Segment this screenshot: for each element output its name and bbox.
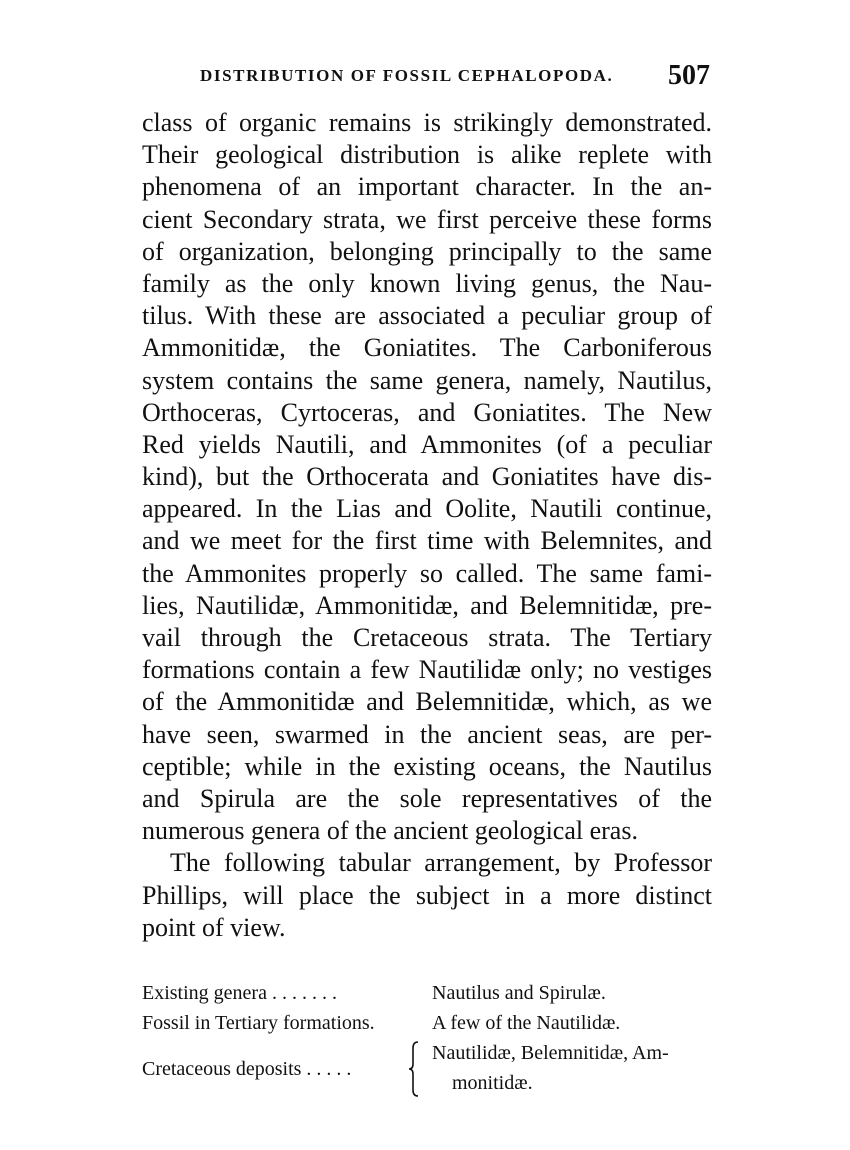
text-line: and Spirula are the sole representatives of the — [142, 783, 712, 813]
table-row — [142, 1038, 722, 1102]
running-header — [200, 60, 710, 94]
text-line: and we meet for the first time with Belemnites, and — [142, 526, 712, 556]
classification-table — [142, 978, 722, 1102]
page-number: 507 — [668, 60, 710, 91]
text-line: Orthoceras, Cyrtoceras, and Goniatites. The New — [142, 397, 712, 427]
text-line: phenomena of an important character. In the an- — [142, 172, 712, 202]
table-row-value: Nautilus and Spirulæ. — [432, 982, 606, 1004]
text-line: point of view. — [142, 912, 286, 942]
text-line: the Ammonites properly so called. The same fami- — [142, 558, 712, 588]
text-line: formations contain a few Nautilidæ only; no vestiges — [142, 655, 712, 685]
brace-icon — [408, 1040, 420, 1098]
text-line: Ammonitidæ, the Goniatites. The Carboniferous — [142, 333, 712, 363]
table-row-label: Existing genera . . . . . . . — [142, 982, 337, 1004]
table-row-value-continued: monitidæ. — [452, 1072, 533, 1094]
text-line: ceptible; while in the existing oceans, the Nautilus — [142, 751, 712, 781]
text-line: system contains the same genera, namely, Nautilus, — [142, 365, 712, 395]
text-line: have seen, swarmed in the ancient seas, are per- — [142, 719, 712, 749]
text-line: cient Secondary strata, we first perceive these forms — [142, 204, 712, 234]
text-line: vail through the Cretaceous strata. The Tertiary — [142, 623, 712, 652]
text-line: of organization, belonging principally to the same — [142, 236, 712, 266]
body-text — [142, 107, 712, 944]
text-line: class of organic remains is strikingly demonstrated. — [142, 108, 712, 137]
running-title: DISTRIBUTION OF FOSSIL CEPHALOPODA. — [200, 66, 614, 85]
text-line: Their geological distribution is alike replete with — [142, 140, 712, 170]
text-line: numerous genera of the ancient geological eras. — [142, 816, 638, 846]
table-row-label: Fossil in Tertiary formations. — [142, 1012, 375, 1034]
text-line: Phillips, will place the subject in a more distinct — [142, 880, 712, 910]
table-row — [142, 1008, 722, 1038]
table-row-value: A few of the Nautilidæ. — [432, 1012, 621, 1034]
text-line: Red yields Nautili, and Ammonites (of a peculiar — [142, 429, 712, 459]
text-line: family as the only known living genus, the Nau- — [142, 268, 712, 298]
text-line: of the Ammonitidæ and Belemnitidæ, which, as we — [142, 687, 712, 717]
table-row-label: Cretaceous deposits . . . . . — [142, 1058, 352, 1080]
text-line: lies, Nautilidæ, Ammonitidæ, and Belemnitidæ, pre- — [142, 590, 712, 620]
table-row-value: Nautilidæ, Belemnitidæ, Am- — [432, 1042, 669, 1064]
text-line: The following tabular arrangement, by Professor — [170, 848, 712, 878]
text-line: tilus. With these are associated a peculiar group of — [142, 301, 712, 331]
text-line: kind), but the Orthocerata and Goniatites have dis- — [142, 462, 712, 492]
table-row — [142, 978, 722, 1008]
text-line: appeared. In the Lias and Oolite, Nautili continue, — [142, 494, 712, 524]
